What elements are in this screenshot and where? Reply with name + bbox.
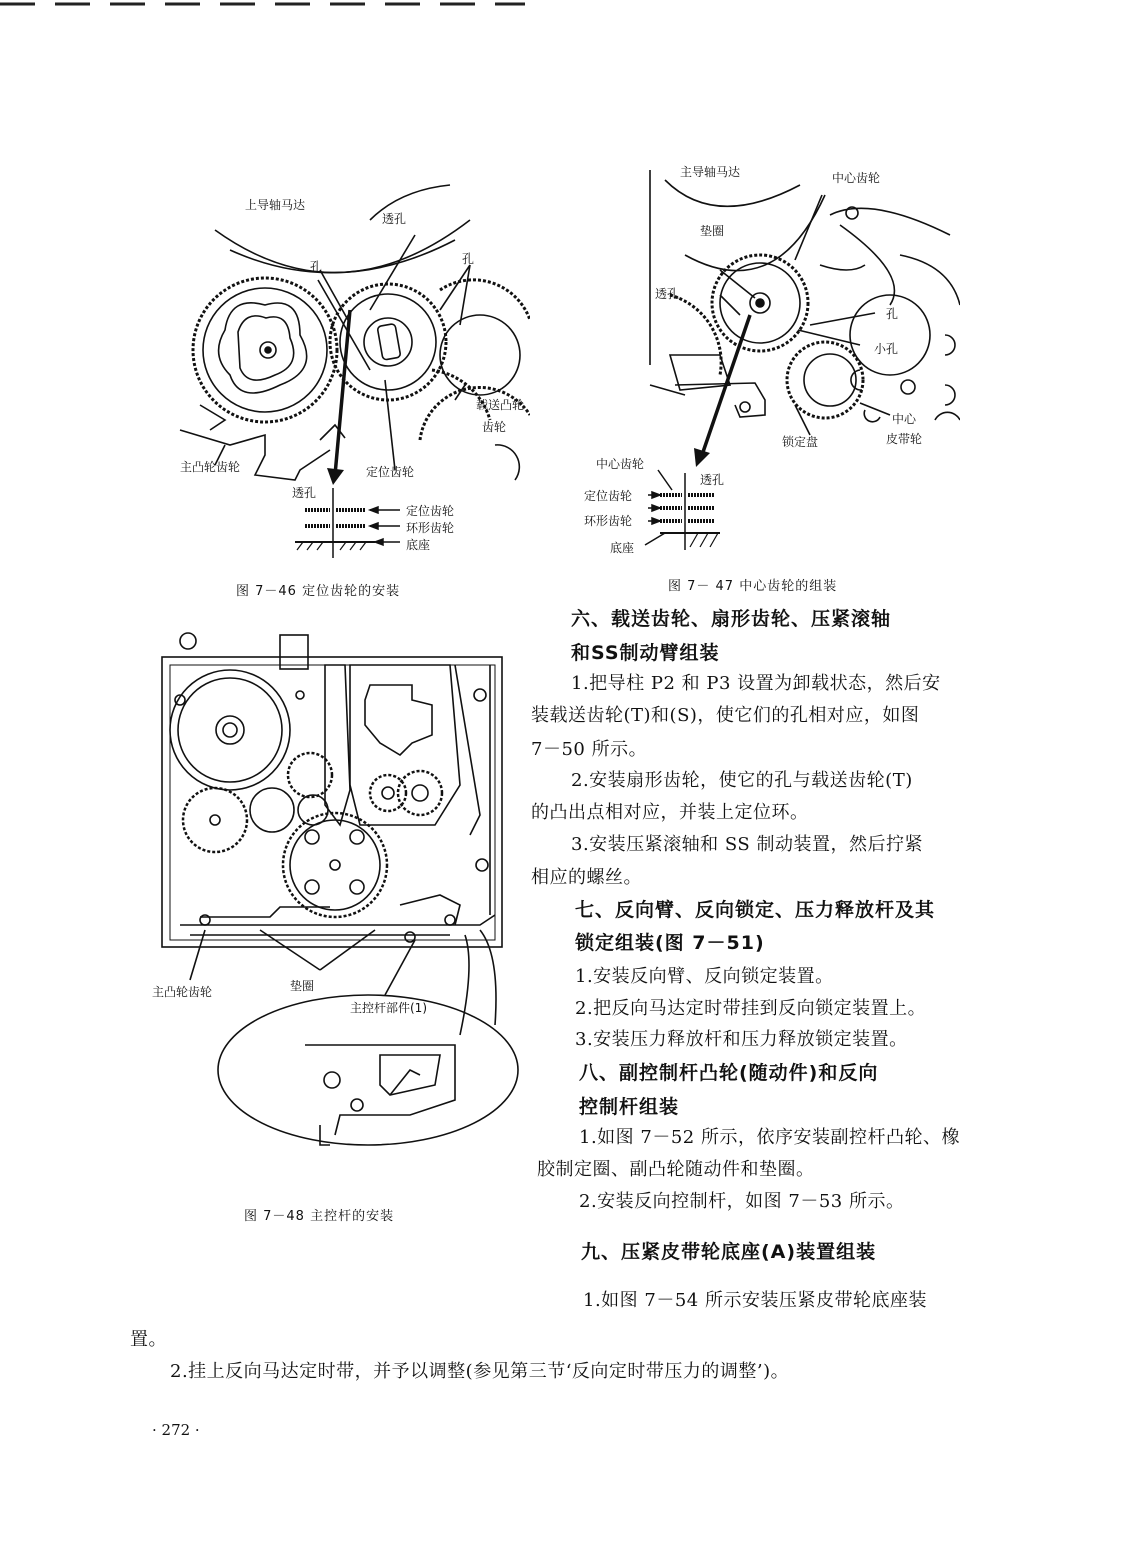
figure-7-47-drawing: [590, 155, 960, 565]
label-washer-48: 垫圈: [290, 979, 315, 993]
section-6-p3-line-2: 相应的螺丝。: [531, 867, 642, 888]
label-carrier-cam-gear-2: 齿轮: [482, 420, 507, 434]
label-stack-positioning-gear-47: 定位齿轮: [584, 489, 633, 503]
label-hole-right: 孔: [462, 252, 475, 266]
caption-figure-7-46: 图 7－46 定位齿轮的安装: [236, 584, 401, 599]
section-8-p1-line-2: 胶制定圈、副凸轮随动件和垫圈。: [537, 1159, 815, 1180]
page-number: · 272 ·: [152, 1421, 200, 1439]
label-through-hole: 透孔: [382, 212, 407, 226]
label-through-hole-47: 透孔: [655, 287, 680, 301]
label-stack-base: 底座: [406, 538, 431, 552]
label-center-belt-2: 皮带轮: [886, 432, 923, 446]
section-6-p1-line-1: 1.把导柱 P2 和 P3 设置为卸载状态，然后安: [571, 673, 941, 694]
label-center-belt-1: 中心: [892, 412, 917, 426]
section-6-p1-line-2: 装载送齿轮(T)和(S)，使它们的孔相对应，如图: [531, 705, 920, 726]
label-stack-through-hole: 透孔: [292, 486, 317, 500]
figure-7-48-drawing: [150, 625, 525, 1165]
label-capstan-motor: 上导轴马达: [245, 198, 306, 212]
figure-7-46: [170, 180, 530, 560]
section-7-p3: 3.安装压力释放杆和压力释放锁定装置。: [575, 1029, 908, 1050]
scan-edge-marks: [0, 0, 540, 10]
label-stack-ring-gear: 环形齿轮: [406, 521, 455, 535]
label-main-cam-gear-48: 主凸轮齿轮: [152, 985, 213, 999]
label-washer-47: 垫圈: [700, 224, 725, 238]
label-carrier-cam-gear-1: 载送凸轮: [476, 398, 525, 412]
caption-figure-7-47: 图 7－ 47 中心齿轮的组装: [668, 579, 838, 594]
section-6-p2-line-1: 2.安装扇形齿轮，使它的孔与载送齿轮(T): [571, 770, 913, 791]
section-7-p1: 1.安装反向臂、反向锁定装置。: [575, 966, 834, 987]
section-7-title-line-1: 七、反向臂、反向锁定、压力释放杆及其: [575, 899, 936, 921]
section-9-title: 九、压紧皮带轮底座(A)装置组装: [581, 1241, 877, 1263]
label-center-gear: 中心齿轮: [832, 171, 881, 185]
label-stack-through-hole-47: 透孔: [700, 473, 725, 487]
section-8-title-line-2: 控制杆组装: [579, 1096, 680, 1118]
label-stack-ring-gear-47: 环形齿轮: [584, 514, 633, 528]
section-8-p1-line-1: 1.如图 7－52 所示，依序安装副控杆凸轮、橡: [579, 1127, 960, 1148]
caption-figure-7-48: 图 7－48 主控杆的安装: [244, 1209, 395, 1224]
section-7-title-line-2: 锁定组装(图 7－51): [575, 932, 765, 954]
section-6-p3-line-1: 3.安装压紧滚轴和 SS 制动装置，然后拧紧: [571, 834, 923, 855]
label-lock-plate: 锁定盘: [782, 435, 819, 449]
label-positioning-gear: 定位齿轮: [366, 465, 415, 479]
section-6-title-line-2: 和SS制动臂组装: [571, 642, 720, 664]
section-7-p2: 2.把反向马达定时带挂到反向锁定装置上。: [575, 998, 927, 1019]
label-small-hole: 小孔: [874, 342, 899, 356]
label-capstan-motor-47: 主导轴马达: [680, 165, 741, 179]
section-9-p1-line-1: 1.如图 7－54 所示安装压紧皮带轮底座装: [583, 1290, 927, 1311]
section-6-p2-line-2: 的凸出点相对应，并装上定位环。: [531, 802, 809, 823]
section-8-title-line-1: 八、副控制杆凸轮(随动件)和反向: [579, 1062, 879, 1084]
figure-7-46-drawing: [170, 180, 530, 560]
label-stack-center-gear-47: 中心齿轮: [596, 457, 645, 471]
figure-7-48: [150, 625, 525, 1165]
label-hole-47: 孔: [886, 307, 899, 321]
label-main-lever-part: 主控杆部件(1): [350, 1001, 427, 1015]
section-6-p1-line-3: 7－50 所示。: [531, 739, 648, 760]
label-hole-left: 孔: [310, 260, 323, 274]
label-stack-positioning-gear: 定位齿轮: [406, 504, 455, 518]
section-9-p2: 2.挂上反向马达定时带，并予以调整(参见第三节‘反向定时带压力的调整’)。: [170, 1361, 790, 1382]
label-main-cam-gear: 主凸轮齿轮: [180, 460, 241, 474]
section-9-p1-line-2: 置。: [130, 1329, 167, 1350]
section-8-p2: 2.安装反向控制杆，如图 7－53 所示。: [579, 1191, 905, 1212]
figure-7-47: [584, 155, 960, 565]
label-stack-base-47: 底座: [610, 541, 635, 555]
section-6-title-line-1: 六、载送齿轮、扇形齿轮、压紧滚轴: [571, 608, 892, 630]
